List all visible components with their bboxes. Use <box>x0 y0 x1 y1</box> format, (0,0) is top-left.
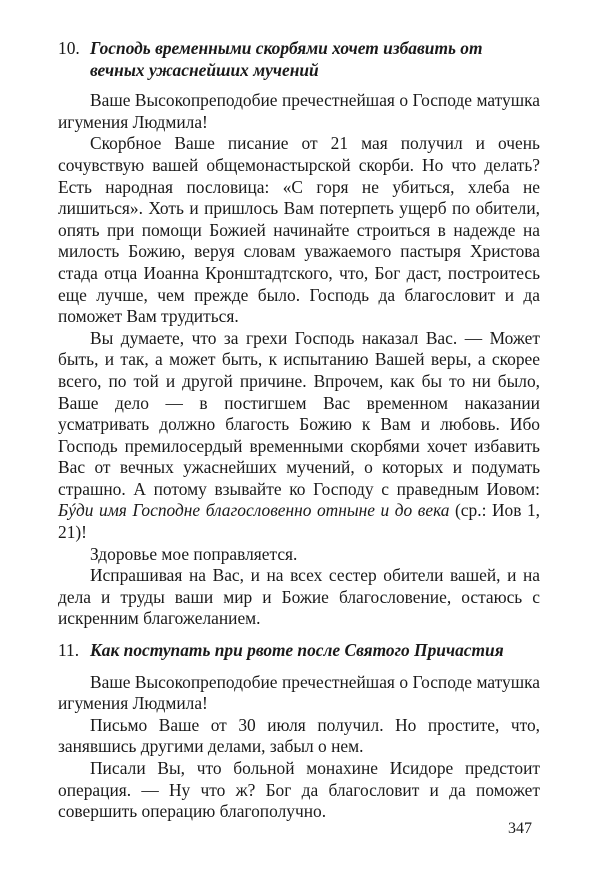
section-number: 10. <box>58 38 80 58</box>
section-title: Как поступать при рвоте после Святого Причастия <box>90 640 504 661</box>
paragraph: Ваше Высокопреподобие пречестнейшая о Господе матушка игумения Людмила! <box>58 671 540 714</box>
paragraph <box>58 328 540 544</box>
paragraph: Здоровье мое поправляется. <box>90 543 298 564</box>
paragraph: Скорбное Ваше писание от 21 мая получил и очень сочувствую вашей общемонастырской скорби. Но что делать? Есть народная пословица: «С горя не убиться, хлеба не лишиться». Хоть и пришлось Вам потерпеть ущерб по обители, опять при помощи Божией начинайте строиться в надежде на милость Божию, веруя словам уважаемого пастыря Христова стада отца Иоанна Кронштадтского, что, Бог даст, построитесь еще лучше, чем прежде было. Господь да благословит и да поможет Вам трудиться. <box>58 133 540 327</box>
section-number: 11. <box>58 640 80 661</box>
paragraph: Ваше Высокопреподобие пречестнейшая о Господе матушка игумения Людмила! <box>58 90 540 132</box>
paragraph: Письмо Ваше от 30 июля получил. Но простите, что, занявшись другими делами, забыл о нем. <box>58 714 540 757</box>
scripture-reference: (ср.: Иов 1, 21)! <box>58 500 541 543</box>
page-body <box>58 38 540 823</box>
section-heading <box>58 640 540 662</box>
scripture-quote: Бýди имя Господне благословенно отныне и до века <box>58 500 450 521</box>
section-heading <box>58 38 540 81</box>
paragraph: Испрашивая на Вас, и на всех сестер обители вашей, и на дела и труды ваши мир и Божие благословение, остаюсь с искренним благожеланием. <box>58 565 540 629</box>
paragraph: Писали Вы, что больной монахине Исидоре предстоит операция. — Ну что ж? Бог да благословит и да поможет совершить операцию благополучно. <box>58 758 540 822</box>
paragraph-text: Вы думаете, что за грехи Господь наказал Вас. — Может быть, и так, а может быть, к испытанию Вашей веры, а скорее всего, по той и другой причине. Впрочем, как бы то ни было, Ваше дело — в постигшем Вас временном наказании усматривать должно благость Божию к Вам и любовь. Ибо Господь премилосердый временными скорбями хочет избавить Вас от вечных ужаснейших мучений, о которых и подумать страшно. А потому взывайте ко Господу с праведным Иовом: <box>58 327 540 499</box>
page-number: 347 <box>508 820 532 837</box>
section-title: Господь временными скорбями хочет избавить от вечных ужаснейших мучений <box>90 38 483 80</box>
